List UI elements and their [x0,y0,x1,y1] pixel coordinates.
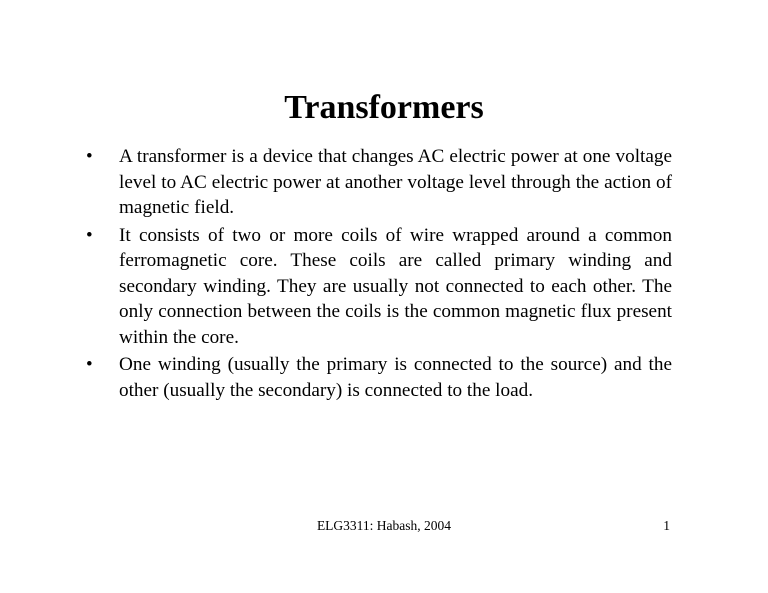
slide-title: Transformers [284,89,484,126]
bullet-marker: • [86,354,93,375]
bullet-item-2 [82,223,672,351]
bullet-item-1 [82,144,672,221]
bullet-text: One winding (usually the primary is connected to the source) and the other (usually the secondary) is connected to the load. [119,354,672,401]
page-number: 1 [663,518,670,533]
bullet-text: A transformer is a device that changes AC electric power at one voltage level to AC electric power at another voltage level through the action of magnetic field. [119,146,672,218]
slide-footer: ELG3311: Habash, 2004 [316,518,452,533]
bullet-text: It consists of two or more coils of wire wrapped around a common ferromagnetic core. These coils are called primary winding and secondary winding. They are usually not connected to each other. The only connection between the coils is the common magnetic flux present within the core. [119,224,672,348]
bullet-item-3 [82,352,672,403]
bullet-marker: • [86,224,93,246]
bullet-list [82,144,672,405]
bullet-marker: • [86,146,93,167]
